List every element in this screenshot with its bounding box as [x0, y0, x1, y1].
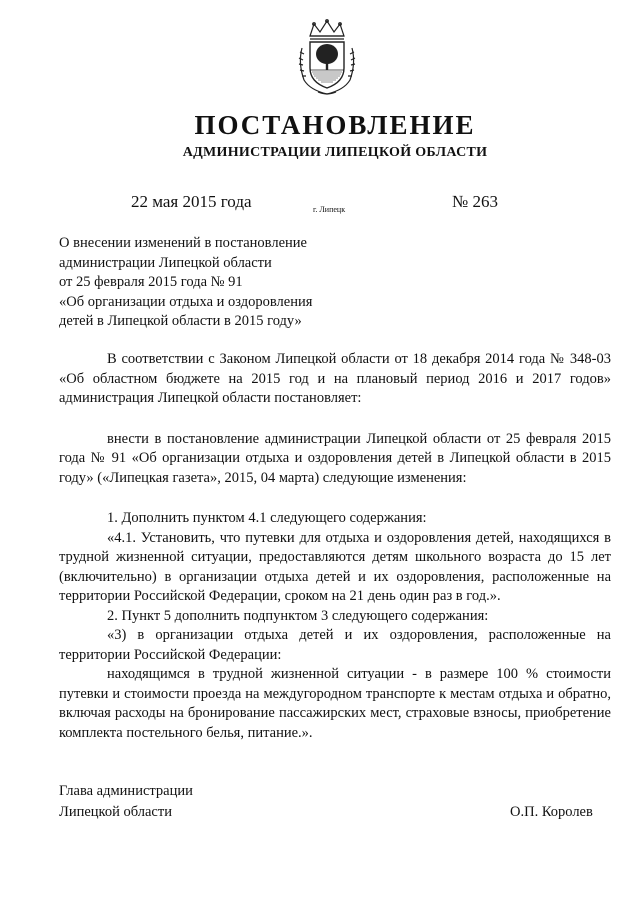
- subject-line: «Об организации отдыха и оздоровления: [59, 293, 313, 310]
- subject-line: от 25 февраля 2015 года № 91: [59, 274, 243, 290]
- signature-name: О.П. Королев: [510, 804, 593, 820]
- signature-position: [59, 781, 193, 823]
- signature-position-line: Липецкой области: [59, 804, 172, 820]
- item2-detail: находящимся в трудной жизненной ситуации - в размере 100 % стоимости путевки и стоимости проезда на междугородном транспорте к местам отдыха и обратно, включая расходы на бронирование пассажирских мест, страховые взносы, приобретение комплекта постельного белья, питание.».: [59, 666, 611, 741]
- coat-of-arms-icon: [296, 18, 358, 96]
- resolve-paragraph: внести в постановление администрации Липецкой области от 25 февраля 2015 года № 91 «Об организации отдыха и оздоровления детей в Липецкой области в 2015 году» («Липецкая газета», 2015, 04 марта) следующие изменения:: [59, 430, 611, 486]
- subject-line: администрации Липецкой области: [59, 254, 272, 271]
- subject-line: О внесении изменений в постановление: [59, 235, 307, 251]
- document-number: № 263: [452, 192, 498, 211]
- document-subject: [59, 234, 312, 332]
- item1-intro: 1. Дополнить пунктом 4.1 следующего содержания:: [107, 510, 427, 526]
- item1-text: «4.1. Установить, что путевки для отдыха и оздоровления детей, находящихся в трудной жизненной ситуации, предоставляются детям школьного возраста до 15 лет (включительно) в организации отдыха детей и их оздоровления, расположенные на территории Российской Федерации, сроком на 21 день один раз в год.».: [59, 529, 611, 604]
- document-date: 22 мая 2015 года: [131, 192, 252, 211]
- item2-intro: 2. Пункт 5 дополнить подпунктом 3 следующего содержания:: [107, 607, 489, 624]
- document-body: [59, 350, 611, 743]
- document-subtitle: АДМИНИСТРАЦИИ ЛИПЕЦКОЙ ОБЛАСТИ: [182, 145, 488, 160]
- signature-position-line: Глава администрации: [59, 783, 193, 799]
- document-city: г. Липецк: [313, 205, 346, 214]
- preamble-paragraph: В соответствии с Законом Липецкой области от 18 декабря 2014 года № 348-03 «Об областном бюджете на 2015 год и на плановый период 2016 и 2017 годов» администрация Липецкой области постановляет:: [59, 351, 611, 406]
- subject-line: детей в Липецкой области в 2015 году»: [59, 313, 302, 329]
- item2-text: «3) в организации отдыха детей и их оздоровления, расположенные на территории Российской Федерации:: [59, 627, 611, 663]
- document-title: ПОСТАНОВЛЕНИЕ: [194, 110, 476, 140]
